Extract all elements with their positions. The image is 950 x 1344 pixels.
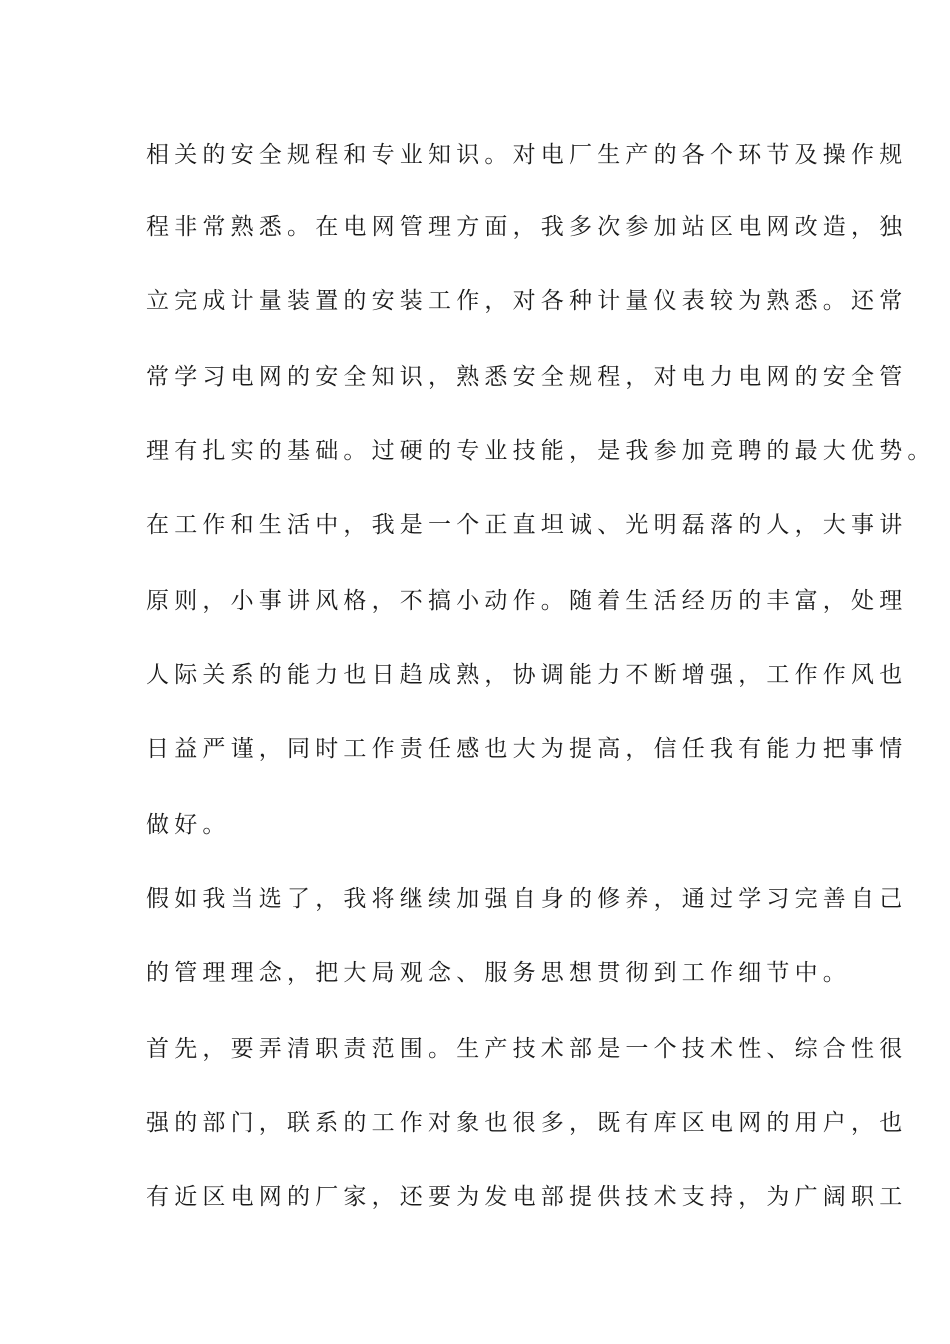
text-line: 人际关系的能力也日趋成熟，协调能力不断增强，工作作风也: [146, 662, 908, 688]
text-line: 首先，要弄清职责范围。生产技术部是一个技术性、综合性很: [146, 1036, 908, 1062]
text-line: 常学习电网的安全知识，熟悉安全规程，对电力电网的安全管: [146, 364, 908, 390]
text-line: 在工作和生活中，我是一个正直坦诚、光明磊落的人，大事讲: [146, 512, 908, 538]
text-line: 程非常熟悉。在电网管理方面，我多次参加站区电网改造，独: [146, 214, 908, 240]
text-line: 假如我当选了，我将继续加强自身的修养，通过学习完善自己: [146, 886, 908, 912]
text-line: 相关的安全规程和专业知识。对电厂生产的各个环节及操作规: [146, 142, 908, 168]
text-line: 原则，小事讲风格，不搞小动作。随着生活经历的丰富，处理: [146, 588, 908, 614]
text-line: 做好。: [146, 812, 231, 838]
text-line: 立完成计量装置的安装工作，对各种计量仪表较为熟悉。还常: [146, 288, 908, 314]
text-line: 日益严谨，同时工作责任感也大为提高，信任我有能力把事情: [146, 736, 908, 762]
text-line: 有近区电网的厂家，还要为发电部提供技术支持，为广阔职工: [146, 1184, 908, 1210]
text-line: 强的部门，联系的工作对象也很多，既有库区电网的用户，也: [146, 1110, 908, 1136]
text-line: 理有扎实的基础。过硬的专业技能，是我参加竞聘的最大优势。: [146, 438, 936, 464]
text-line: 的管理理念，把大局观念、服务思想贯彻到工作细节中。: [146, 960, 851, 986]
